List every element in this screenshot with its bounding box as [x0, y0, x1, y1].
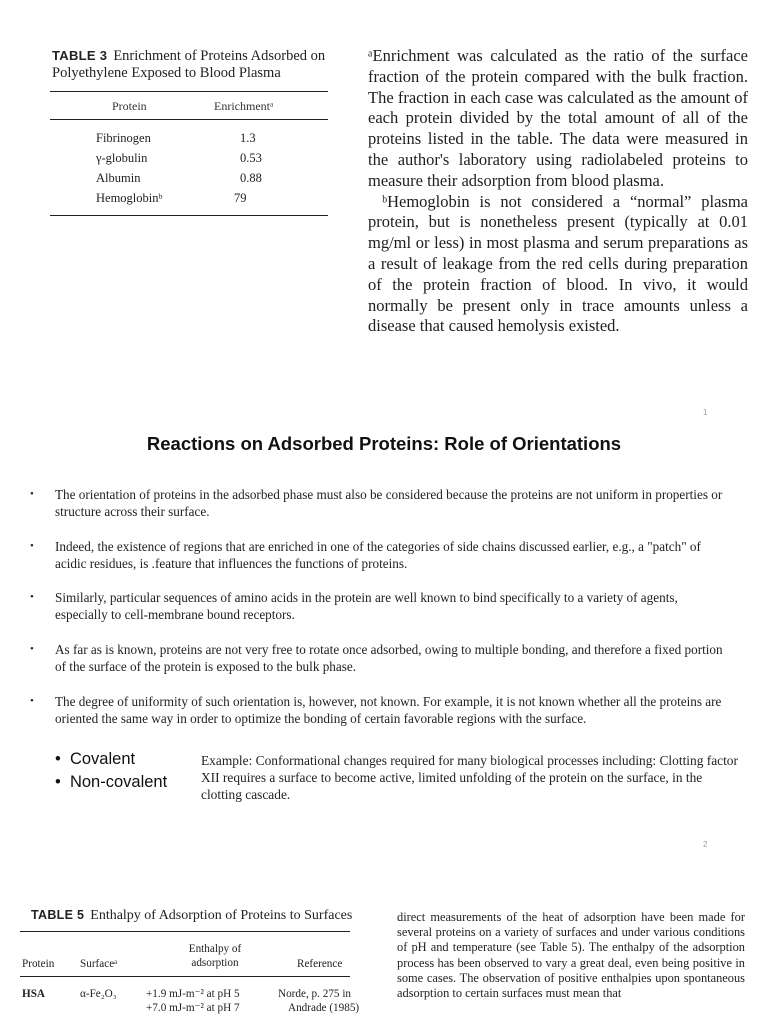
bullet-dot-icon: • [55, 773, 70, 791]
table3-footnotes [368, 46, 748, 337]
table3-cell-enrichment: 1.3 [240, 131, 256, 145]
table3-cell-protein: Hemoglobinᵇ [96, 191, 163, 205]
footnote-a: ᵃEnrichment was calculated as the ratio of the surface fraction of the protein compared with the bulk fraction. The fraction in each case was calculated as the amount of each protein divided by the total amount of all of the proteins listed in the table. The data were measured in the author's laboratory using radiolabeled proteins to measure their adsorption from blood plasma. [368, 46, 748, 190]
table5-caption [31, 908, 352, 924]
table5-cell-reference: Andrade (1985) [288, 1002, 360, 1014]
bullet-item [30, 693, 730, 727]
table3-cell-enrichment: 0.88 [240, 171, 262, 185]
bullet-dot-icon: • [30, 643, 34, 655]
example-text: Example: Conformational changes required for many biological processes including: Clotting factor XII requires a surface to become active, limited unfolding of the protein on the surface, in the clotting cascade. [201, 753, 738, 802]
bullet-text: As far as is known, proteins are not very free to rotate once adsorbed, owing to multiple bonding, and therefore a fixed portion of the surface of the protein is exposed to the bulk phase. [55, 642, 723, 674]
kind-non-covalent: Non-covalent [69, 773, 168, 791]
kind-item [55, 748, 167, 771]
table5-header-reference: Reference [297, 958, 343, 970]
table3-header-protein: Protein [112, 99, 147, 113]
table5-header-rule [20, 976, 350, 977]
enthalpy-paragraph: direct measurements of the heat of adsorption have been made for several proteins on a variety of surfaces and under various conditions of pH and temperature (see Table 5). The enthalpy of the adsorption process has been observed to vary a great deal, even being positive in some cases. The observation of positive enthalpies upon spontaneous adsorption to certain surfaces must mean that [397, 910, 745, 1001]
bullet-text: Indeed, the existence of regions that are enriched in one of the categories of side chains discussed earlier, e.g., a "patch" of acidic residues, is .feature that influences the functions of proteins. [55, 539, 701, 571]
kind-item [55, 771, 167, 794]
bullet-dot-icon: • [30, 591, 34, 603]
bullet-dot-icon: • [30, 488, 34, 500]
table3-cell-protein: Fibrinogen [96, 131, 151, 145]
adsorption-kinds-list [55, 748, 167, 794]
slide-title: Reactions on Adsorbed Proteins: Role of Orientations [146, 433, 622, 454]
table3-label: TABLE 3 [52, 48, 108, 63]
table5-label: TABLE 5 [31, 908, 85, 922]
bullet-item [30, 641, 730, 675]
bullet-item [30, 486, 730, 520]
table5-cell-protein: HSA [22, 988, 46, 1000]
table5-header-protein: Protein [22, 958, 55, 970]
table5-cell-surface: α-Fe₂O₃ [80, 988, 117, 1000]
kind-covalent: Covalent [69, 750, 136, 768]
table5-title: Enthalpy of Adsorption of Proteins to Surfaces [90, 908, 353, 923]
bullet-item [30, 538, 730, 572]
table3-header-rule [50, 119, 328, 120]
table3-caption [52, 47, 342, 82]
table5-header-enthalpy: Enthalpy of adsorption [188, 943, 242, 969]
table3-top-rule [50, 91, 328, 92]
footnote-b: ᵇHemoglobin is not considered a “normal” plasma protein, but is nonetheless present (typically at 0.01 mg/ml or less) in most plasma and serum preparations as a result of leakage from the red cells during preparation of the protein fraction of blood. In vivo, it would normally be present only in trace amounts unless a disease that caused hemolysis existed. [368, 191, 748, 336]
bullet-dot-icon: • [30, 540, 34, 552]
table5-cell-reference: Norde, p. 275 in [278, 988, 352, 1000]
table5-header-surface: Surfaceᵃ [80, 958, 118, 970]
page-number: 2 [703, 840, 708, 849]
bullet-dot-icon: • [55, 750, 70, 768]
table3-cell-protein: Albumin [96, 171, 141, 185]
table3-bottom-rule [50, 215, 328, 216]
table5-cell-enthalpy: +7.0 mJ-m⁻² at pH 7 [146, 1002, 240, 1014]
table3-cell-enrichment: 0.53 [240, 151, 262, 165]
bullet-item [30, 589, 730, 623]
table3-cell-protein: γ-globulin [96, 151, 148, 165]
table5-top-rule [20, 931, 350, 932]
bullet-text: Similarly, particular sequences of amino acids in the protein are well known to bind specifically to a variety of agents, especially to cell-membrane bound receptors. [55, 590, 678, 622]
table3-cell-enrichment: 79 [234, 191, 247, 205]
table3-header-enrichment: Enrichmentᵃ [214, 99, 274, 113]
table3-title: Enrichment of Proteins Adsorbed on Polyethylene Exposed to Blood Plasma [52, 48, 326, 81]
bullet-dot-icon: • [30, 695, 34, 707]
bullet-text: The degree of uniformity of such orientation is, however, not known. For example, it is not known whether all the proteins are oriented the same way in order to optimize the bonding of certain favorable regions with the surface. [55, 694, 722, 726]
page-number: 1 [703, 408, 708, 417]
table5-cell-enthalpy: +1.9 mJ-m⁻² at pH 5 [146, 988, 240, 1000]
bullet-text: The orientation of proteins in the adsorbed phase must also be considered because the proteins are not uniform in properties or structure across their surface. [55, 487, 723, 519]
